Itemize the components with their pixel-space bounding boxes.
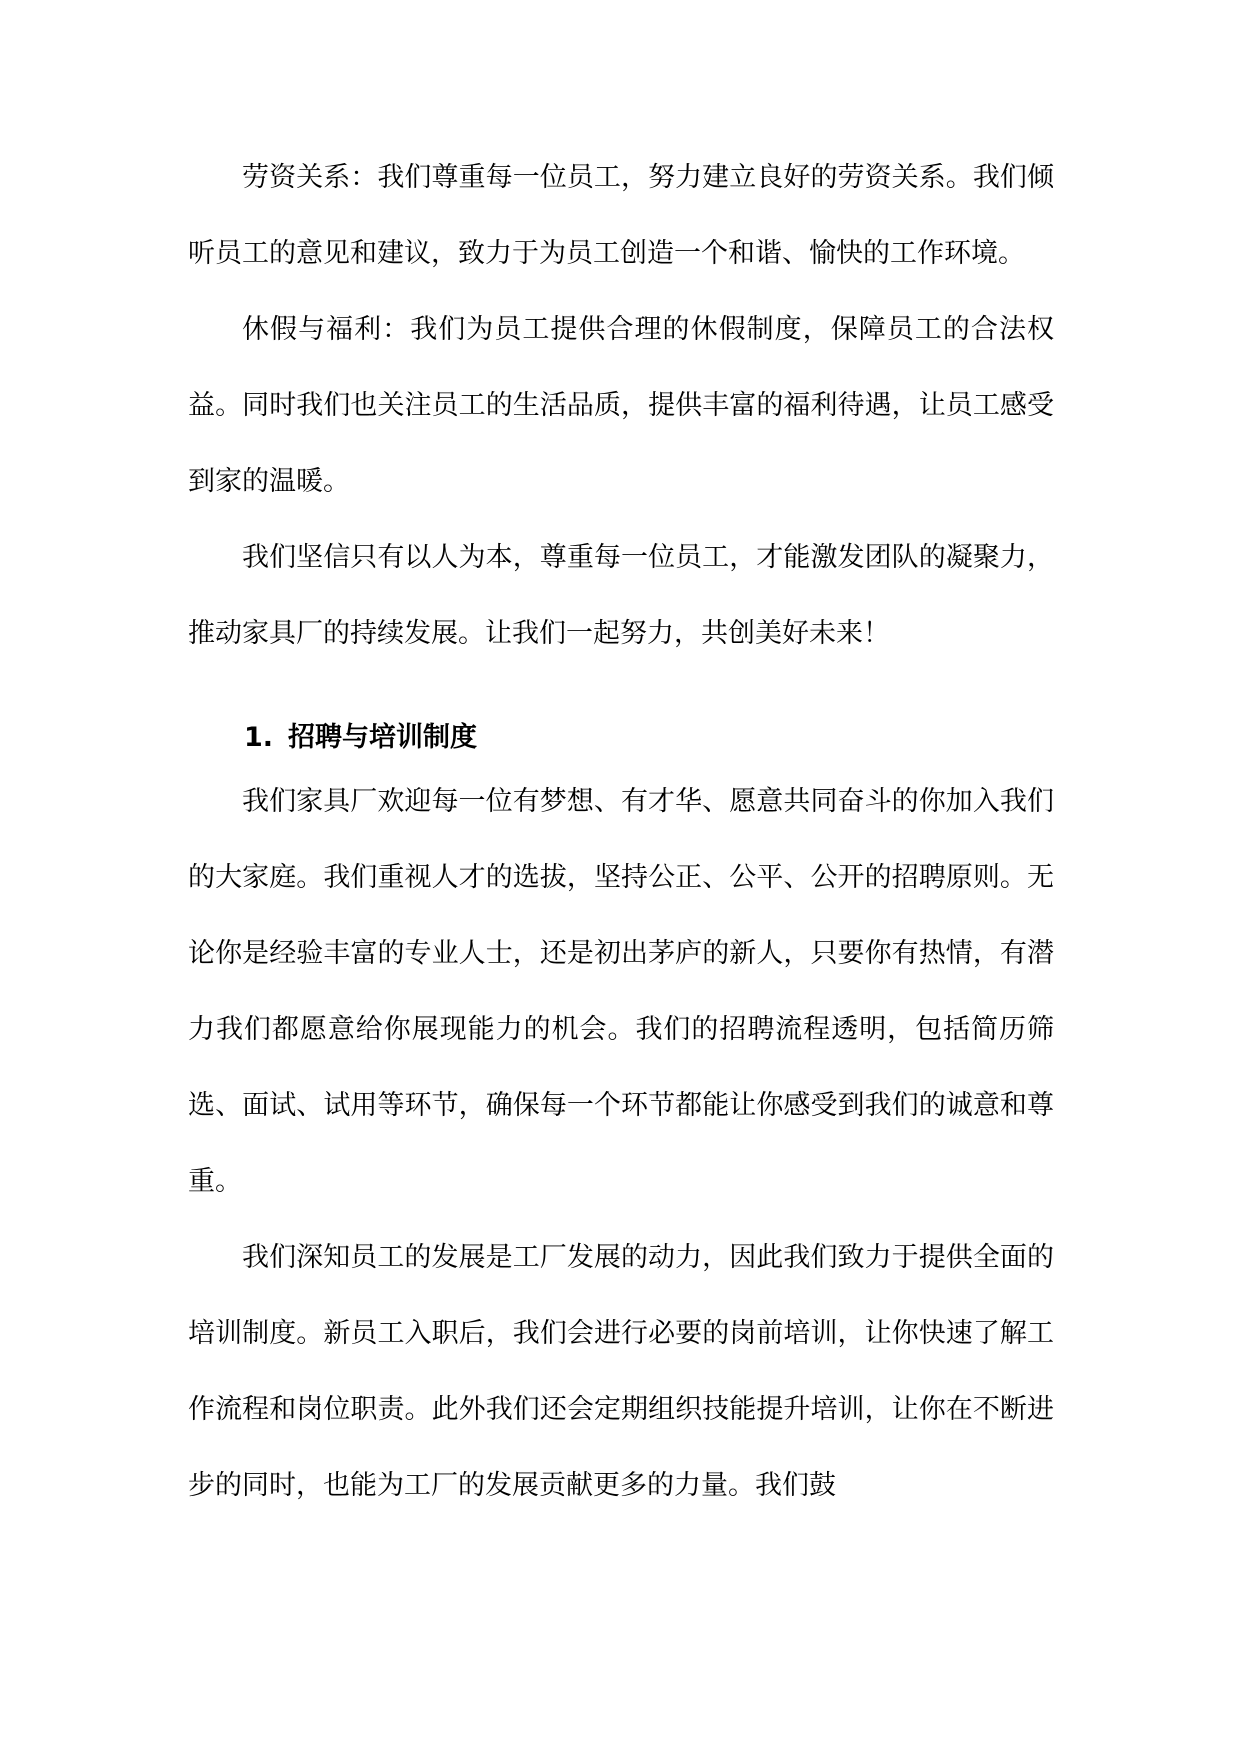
- section-title: 招聘与培训制度: [288, 722, 477, 753]
- section-number: 1.: [244, 722, 274, 753]
- paragraph-people-oriented: 我们坚信只有以人为本，尊重每一位员工，才能激发团队的凝聚力，推动家具厂的持续发展。让我们一起努力，共创美好未来！: [188, 542, 1054, 649]
- paragraph-recruitment: 我们家具厂欢迎每一位有梦想、有才华、愿意共同奋斗的你加入我们的大家庭。我们重视人才的选拔，坚持公正、公平、公开的招聘原则。无论你是经验丰富的专业人士，还是初出茅庐的新人，只要你有热情，有潜力我们都愿意给你展现能力的机会。我们的招聘流程透明，包括简历筛选、面试、试用等环节，确保每一个环节都能让你感受到我们的诚意和尊重。: [188, 786, 1054, 1197]
- document-page: [188, 140, 1054, 1524]
- paragraph-training: 我们深知员工的发展是工厂发展的动力，因此我们致力于提供全面的培训制度。新员工入职后，我们会进行必要的岗前培训，让你快速了解工作流程和岗位职责。此外我们还会定期组织技能提升培训，让你在不断进步的同时，也能为工厂的发展贡献更多的力量。我们鼓: [188, 1242, 1054, 1501]
- paragraph-leave-benefits: 休假与福利：我们为员工提供合理的休假制度，保障员工的合法权益。同时我们也关注员工的生活品质，提供丰富的福利待遇，让员工感受到家的温暖。: [188, 314, 1054, 497]
- section-heading: [188, 712, 1054, 764]
- paragraph-labor-relations: 劳资关系：我们尊重每一位员工，努力建立良好的劳资关系。我们倾听员工的意见和建议，致力于为员工创造一个和谐、愉快的工作环境。: [188, 162, 1054, 269]
